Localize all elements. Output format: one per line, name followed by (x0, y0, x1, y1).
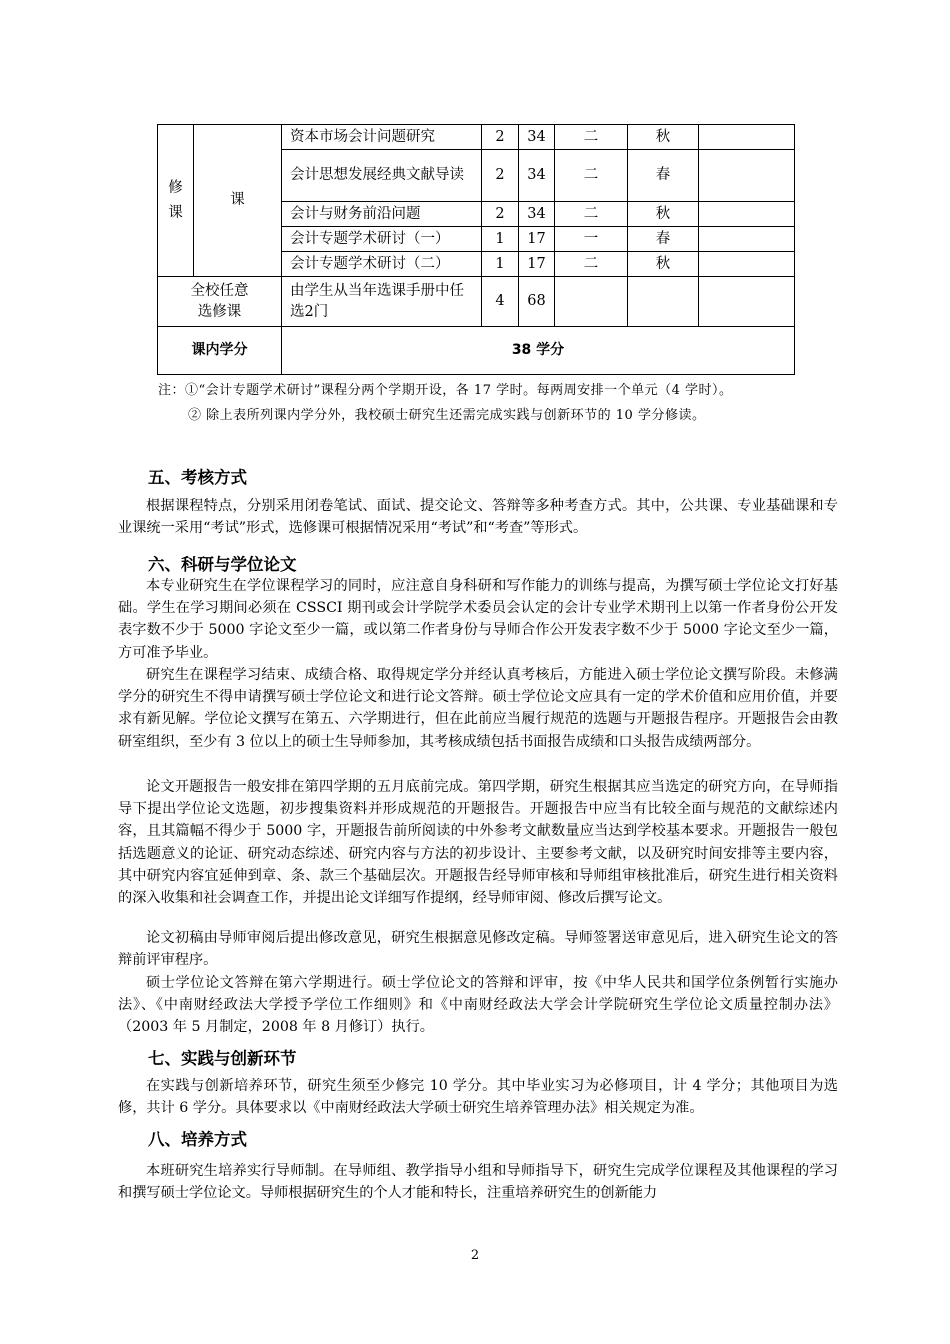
course-term: 秋 (628, 202, 699, 227)
paragraph: 论文初稿由导师审阅后提出修改意见，研究生根据意见修改定稿。导师签署送审意见后，进入研究生论文的答辩前评审程序。 (118, 930, 838, 969)
course-year: 二 (555, 150, 628, 202)
course-credits: 1 (482, 227, 519, 252)
course-credits: 1 (482, 252, 519, 277)
paragraph: 本班研究生培养实行导师制。在导师组、教学指导小组和导师指导下，研究生完成学位课程及其他课程的学习和撰写硕士学位论文。导师根据研究生的个人才能和特长，注重培养研究生的创新能力 (118, 1163, 838, 1202)
total-credits-value: 38 学分 (282, 327, 795, 375)
table-note-2: ② 除上表所列课内学分外，我校硕士研究生还需完成实践与创新环节的 10 学分修读。 (188, 408, 706, 423)
course-hours: 34 (519, 125, 555, 150)
course-credits: 4 (482, 277, 519, 327)
course-term: 春 (628, 150, 699, 202)
course-year: 二 (555, 252, 628, 277)
section-heading-assessment: 五、考核方式 (148, 468, 247, 487)
course-year: 二 (555, 125, 628, 150)
course-hours: 17 (519, 252, 555, 277)
course-year: 一 (555, 227, 628, 252)
course-hours: 17 (519, 227, 555, 252)
course-note (699, 202, 795, 227)
course-note (699, 252, 795, 277)
course-hours: 68 (519, 277, 555, 327)
paragraph: 论文开题报告一般安排在第四学期的五月底前完成。第四学期，研究生根据其应当选定的研究方向，在导师指导下提出学位论文选题，初步搜集资料并形成规范的开题报告。开题报告中应当有比较全面与规范的文献综述内容，且其篇幅不得少于 5000 字，开题报告前所阅读的中外参考文献数量应当达到学校基本要求。开题报告一般包括选题意义的论证、研究动态综述、研究内容与方法的初步设计、主要参考文献，以及研究时间安排等主要内容，其中研究内容宜延伸到章、条、款三个基础层次。开题报告经导师审核和导师组审核批准后，研究生进行相关资料的深入收集和社会调查工作，并提出论文详细写作提纲，经导师审阅、修改后撰写论文。 (118, 779, 838, 907)
course-credits: 2 (482, 202, 519, 227)
total-credits-label: 课内学分 (158, 327, 282, 375)
course-name: 会计专题学术研讨（二） (282, 252, 482, 277)
course-name: 会计与财务前沿问题 (282, 202, 482, 227)
paragraph: 在实践与创新培养环节，研究生须至少修完 10 学分。其中毕业实习为必修项目，计 4 学分；其他项目为选修，共计 6 学分。具体要求以《中南财经政法大学硕士研究生培养管理办法》相关规定为准。 (118, 1078, 838, 1117)
course-hours: 34 (519, 202, 555, 227)
table-note-1: 注：①“会计专题学术研讨”课程分两个学期开设，各 17 学时。每两周安排一个单元（4 学时）。 (158, 383, 733, 398)
university-elective-label: 全校任意选修课 (158, 277, 282, 327)
table-row (158, 277, 795, 327)
paragraph: 本专业研究生在学位课程学习的同时，应注意自身科研和写作能力的训练与提高，为撰写硕士学位论文打好基础。学生在学习期间必须在 CSSCI 期刊或会计学院学术委员会认定的会计专业学术期刊上以第一作者身份公开发表字数不少于 5000 字论文至少一篇，或以第二作者身份与导师合作公开发表字数不少于 5000 字论文至少一篇，方可准予毕业。 (118, 578, 838, 661)
elective-group-label: 修 课 (158, 125, 194, 277)
course-credits: 2 (482, 125, 519, 150)
table-row (158, 327, 795, 375)
section-heading-research: 六、科研与学位论文 (148, 555, 297, 574)
course-table (157, 124, 795, 375)
course-name: 会计专题学术研讨（一） (282, 227, 482, 252)
course-hours: 34 (519, 150, 555, 202)
university-elective-name: 由学生从当年选课手册中任选2门 (282, 277, 482, 327)
course-credits: 2 (482, 150, 519, 202)
course-term: 秋 (628, 125, 699, 150)
table-row (158, 125, 795, 150)
course-year: 二 (555, 202, 628, 227)
paragraph: 硕士学位论文答辩在第六学期进行。硕士学位论文的答辩和评审，按《中华人民共和国学位条例暂行实施办法》、《中南财经政法大学授予学位工作细则》和《中南财经政法大学会计学院研究生学位论文质量控制办法》（2003 年 5 月制定，2008 年 8 月修订）执行。 (118, 975, 838, 1036)
section-heading-practice: 七、实践与创新环节 (148, 1049, 297, 1068)
paragraph: 根据课程特点，分别采用闭卷笔试、面试、提交论文、答辩等多种考查方式。其中，公共课、专业基础课和专业课统一采用“考试”形式，选修课可根据情况采用“考试”和“考查”等形式。 (118, 498, 838, 537)
course-name: 会计思想发展经典文献导读 (282, 150, 482, 202)
course-note (699, 125, 795, 150)
course-note (699, 227, 795, 252)
course-note (699, 150, 795, 202)
course-name: 资本市场会计问题研究 (282, 125, 482, 150)
course-term: 春 (628, 227, 699, 252)
elective-group-sublabel: 课 (194, 125, 282, 277)
section-heading-training: 八、培养方式 (148, 1130, 247, 1149)
course-term: 秋 (628, 252, 699, 277)
paragraph: 研究生在课程学习结束、成绩合格、取得规定学分并经认真考核后，方能进入硕士学位论文撰写阶段。未修满学分的研究生不得申请撰写硕士学位论文和进行论文答辩。硕士学位论文应具有一定的学术价值和应用价值，并要求有新见解。学位论文撰写在第五、六学期进行，但在此前应当履行规范的选题与开题报告程序。开题报告会由教研室组织，至少有 3 位以上的硕士生导师参加，其考核成绩包括书面报告成绩和口头报告成绩两部分。 (118, 667, 838, 750)
page-number: 2 (470, 1248, 480, 1263)
